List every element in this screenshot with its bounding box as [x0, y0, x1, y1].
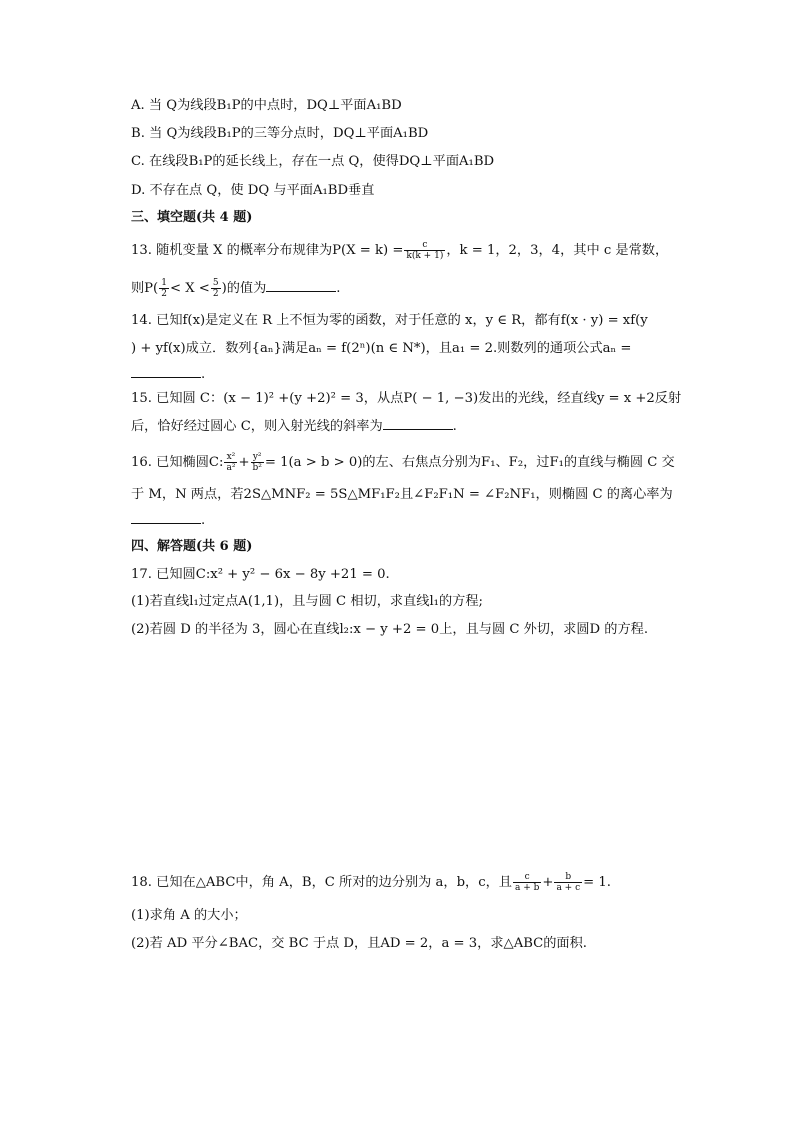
- question-16-line-1: [131, 452, 675, 473]
- q16-fx-num: x²: [224, 452, 237, 463]
- q18-text-b: = 1.: [583, 875, 611, 890]
- question-15-line-2: [131, 417, 457, 437]
- q14-period: .: [201, 367, 206, 382]
- q14-answer-blank[interactable]: [131, 365, 201, 378]
- option-d: D. 不存在点 Q，使 DQ 与平面A₁BD垂直: [131, 183, 375, 198]
- question-17-line-2: (1)若直线l₁过定点A(1,1)，且与圆 C 相切，求直线l₁的方程;: [131, 594, 483, 609]
- q13-answer-blank[interactable]: [266, 279, 336, 292]
- section-4-title: 四、解答题(共 6 题): [131, 539, 253, 554]
- question-17-line-1: 17. 已知圆C:x² + y² − 6x − 8y +21 = 0.: [131, 567, 390, 582]
- q13-text-e: )的值为: [221, 281, 267, 296]
- question-16-line-3: [131, 511, 205, 531]
- q16-fraction-y: [251, 452, 264, 473]
- q13-frac3-num: 5: [212, 278, 219, 288]
- q18-text-a: 18. 已知在△ABC中，角 A，B，C 所对的边分别为 a，b，c，且: [131, 875, 512, 890]
- q13-text-c: 则P(: [131, 281, 159, 296]
- q13-period: .: [336, 281, 341, 296]
- q13-frac-num: c: [404, 240, 445, 251]
- q13-text-d: < X <: [169, 281, 210, 296]
- q18-f1-num: c: [513, 872, 541, 883]
- question-15-line-1: 15. 已知圆 C：(x − 1)² +(y +2)² = 3，从点P( − 1, −3)发出的光线，经直线y = x +2反射: [131, 391, 682, 406]
- option-b: B. 当 Q为线段B₁P的三等分点时，DQ⊥平面A₁BD: [131, 126, 429, 141]
- question-18-line-1: [131, 872, 611, 893]
- question-14-line-3: [131, 365, 205, 385]
- q13-text-b: ，k = 1，2，3，4，其中 c 是常数，: [446, 243, 669, 258]
- question-17-line-3: (2)若圆 D 的半径为 3，圆心在直线l₂:x − y +2 = 0上，且与圆 C 外切，求圆D 的方程.: [131, 622, 649, 637]
- q15-period: .: [452, 419, 457, 434]
- question-14-line-1: 14. 已知f(x)是定义在 R 上不恒为零的函数，对于任意的 x，y ∈ R，都有f(x · y) = xf(y: [131, 313, 648, 328]
- q16-text-b: = 1(a > b > 0)的左、右焦点分别为F₁、F₂，过F₁的直线与椭圆 C 交: [264, 455, 675, 470]
- option-c: C. 在线段B₁P的延长线上，存在一点 Q，使得DQ⊥平面A₁BD: [131, 154, 495, 169]
- q16-plus: +: [238, 455, 250, 470]
- q16-fy-num: y²: [251, 452, 264, 463]
- q16-fx-den: a²: [226, 463, 236, 473]
- q16-answer-blank[interactable]: [131, 511, 201, 524]
- q13-frac2-num: 1: [161, 278, 167, 288]
- q13-frac-den: k(k + 1): [406, 251, 444, 261]
- q13-frac2-den: 2: [161, 289, 167, 299]
- q16-fy-den: b²: [252, 463, 262, 473]
- q15-answer-blank[interactable]: [383, 417, 453, 430]
- q13-frac3-den: 2: [212, 289, 219, 299]
- q18-f1-den: a + b: [515, 883, 540, 893]
- question-13-line-2: [131, 278, 340, 299]
- question-16-line-2: 于 M，N 两点，若2S△MNF₂ = 5S△MF₁F₂且∠F₂F₁N = ∠F₂NF₁，则椭圆 C 的离心率为: [131, 487, 673, 502]
- question-14-line-2: ) + yf(x)成立．数列{aₙ}满足aₙ = f(2ⁿ)(n ∈ N*)，且a₁ = 2.则数列的通项公式aₙ =: [131, 341, 632, 356]
- section-3-title: 三、填空题(共 4 题): [131, 210, 253, 225]
- question-13-line-1: [131, 240, 668, 261]
- q18-f2-den: a + c: [556, 883, 581, 893]
- question-18-line-3: (2)若 AD 平分∠BAC，交 BC 于点 D，且AD = 2，a = 3，求△ABC的面积.: [131, 936, 587, 951]
- q15-text: 后，恰好经过圆心 C，则入射光线的斜率为: [131, 419, 383, 434]
- q18-fraction-1: [513, 872, 541, 893]
- question-18-line-2: (1)求角 A 的大小；: [131, 908, 247, 923]
- q18-plus: +: [542, 875, 554, 890]
- q18-fraction-2: [554, 872, 582, 893]
- q16-text-a: 16. 已知椭圆C:: [131, 455, 224, 470]
- q13-fraction-2: [159, 278, 169, 299]
- q13-fraction: [404, 240, 445, 261]
- q13-fraction-3: [211, 278, 221, 299]
- q16-fraction-x: [224, 452, 237, 473]
- option-a: A. 当 Q为线段B₁P的中点时，DQ⊥平面A₁BD: [131, 98, 402, 113]
- q18-f2-num: b: [554, 872, 582, 883]
- q16-period: .: [201, 513, 206, 528]
- q13-text-a: 13. 随机变量 X 的概率分布规律为P(X = k) =: [131, 243, 404, 258]
